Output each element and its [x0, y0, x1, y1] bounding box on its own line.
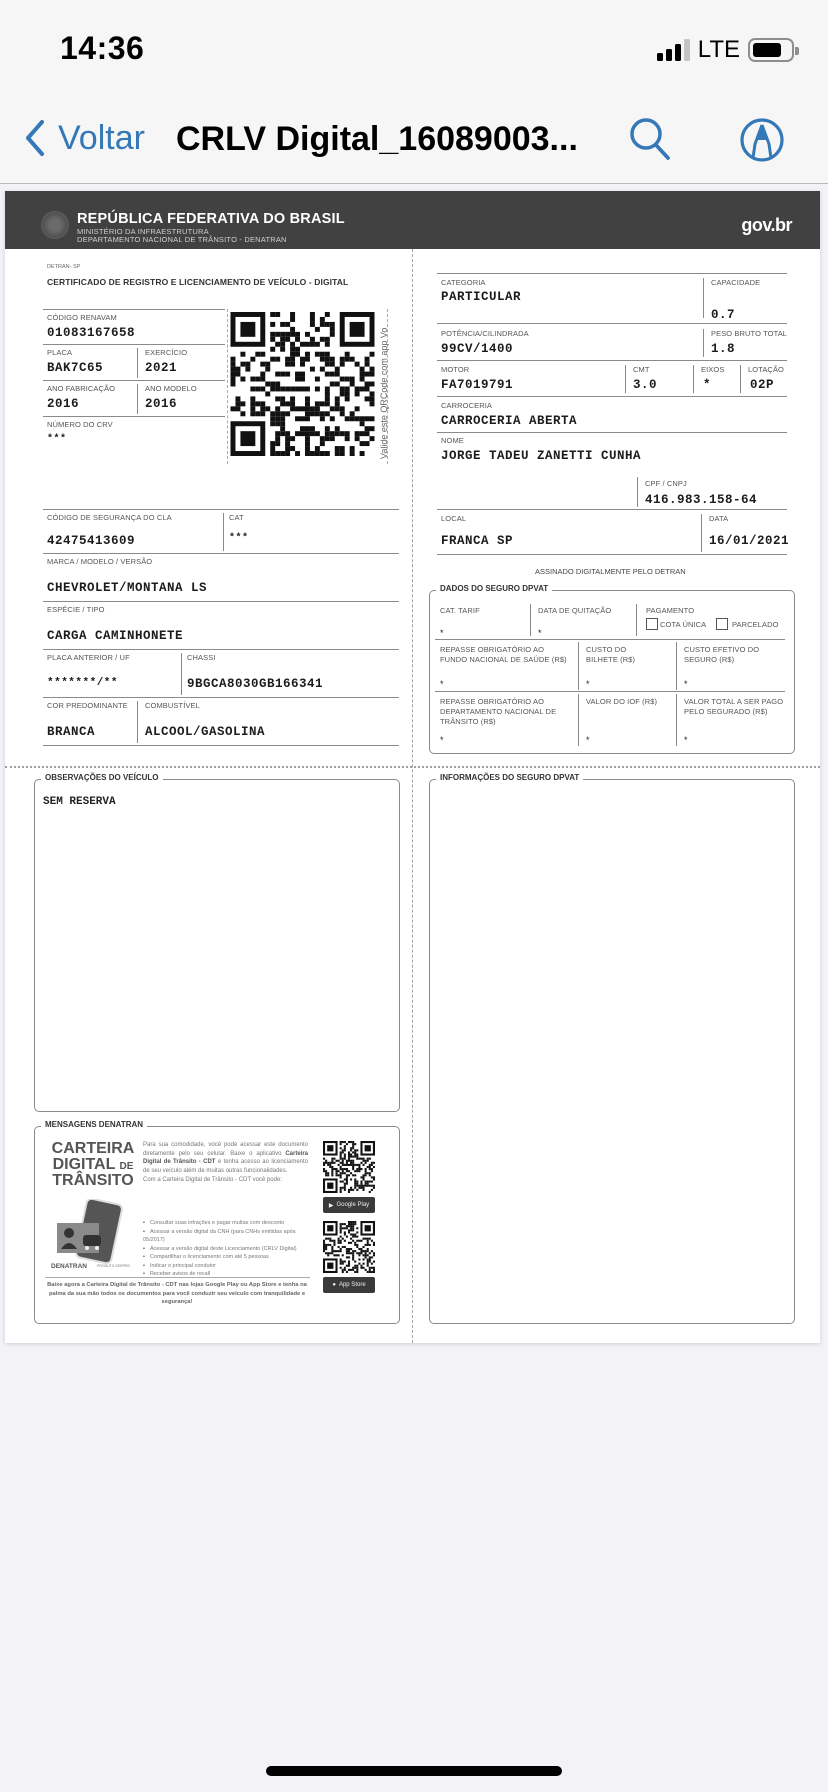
divider — [578, 694, 579, 746]
field-label: POTÊNCIA/CILINDRADA — [441, 329, 529, 338]
field-label: MOTOR — [441, 365, 470, 374]
field-label: CÓDIGO RENAVAM — [47, 313, 117, 322]
box-title: DADOS DO SEGURO DPVAT — [436, 584, 552, 593]
checkbox-label: COTA ÚNICA — [660, 620, 707, 629]
field-label: EIXOS — [701, 365, 725, 374]
header-title: REPÚBLICA FEDERATIVA DO BRASIL — [77, 211, 345, 227]
field-label: NOME — [441, 436, 464, 445]
peso-bruto-value: 1.8 — [711, 342, 736, 356]
divider — [578, 642, 579, 690]
list-item: • Consultar suas infrações e pagar multas com desconto — [143, 1219, 313, 1228]
divider — [43, 553, 399, 554]
divider — [45, 1277, 310, 1278]
document-title: CRLV Digital_16089003... — [176, 120, 578, 158]
field-label: PLACA — [47, 348, 73, 357]
field-label: PAGAMENTO — [646, 606, 695, 615]
divider — [530, 604, 531, 636]
divider — [137, 384, 138, 414]
document-header — [5, 191, 820, 249]
cdt-phone-illustration-icon — [55, 1199, 125, 1269]
divider — [625, 365, 626, 393]
field-label: EXERCÍCIO — [145, 348, 188, 357]
data-quitacao-value: * — [538, 628, 542, 638]
mensagens-denatran-box — [34, 1120, 400, 1324]
status-indicators — [657, 36, 794, 64]
carroceria-value: CARROCERIA ABERTA — [441, 414, 578, 428]
text: Para sua comodidade, você pode acessar este documento diretamente pelo seu celular. Baixe o aplicativo — [143, 1142, 308, 1157]
data-value: 16/01/2021 — [709, 534, 790, 548]
observacoes-value: SEM RESERVA — [43, 796, 116, 808]
google-play-badge[interactable] — [323, 1197, 375, 1213]
field-label: PLACA ANTERIOR / UF — [47, 653, 130, 662]
status-time: 14:36 — [60, 30, 145, 66]
field-label: NÚMERO DO CRV — [47, 420, 113, 429]
placa-anterior-value: *******/** — [47, 677, 119, 689]
qr-caption: Valide este QRCode com app Vo — [379, 327, 389, 459]
field-label: DATA DE QUITAÇÃO — [538, 606, 612, 615]
divider — [437, 396, 787, 397]
cat-tarif-value: * — [440, 628, 444, 638]
list-item: • Acessar a versão digital da CNH (para CNHs emitidas após 05/2017) — [143, 1228, 313, 1245]
field-label: ANO FABRICAÇÃO — [47, 384, 116, 393]
nome-value: JORGE TADEU ZANETTI CUNHA — [441, 449, 642, 463]
divider — [181, 653, 182, 695]
fold-line-horizontal — [5, 766, 820, 768]
informacoes-dpvat-box — [429, 773, 795, 1324]
field-label: MARCA / MODELO / VERSÃO — [47, 557, 153, 566]
cat-value: *** — [229, 533, 249, 544]
marca-modelo-value: CHEVROLET/MONTANA LS — [47, 581, 208, 595]
field-label: PESO BRUTO TOTAL — [711, 329, 788, 338]
field-label: DATA — [709, 514, 729, 523]
divider — [43, 416, 225, 417]
divider — [43, 697, 399, 698]
denatran-brand: DENATRAN — [51, 1263, 87, 1270]
app-store-qr-code — [323, 1221, 375, 1273]
field-label: CAT — [229, 513, 244, 522]
divider — [676, 694, 677, 746]
list-item: • Compartilhar o licenciamento com até 5 pessoas — [143, 1253, 313, 1262]
divider — [637, 477, 638, 507]
field-label: LOCAL — [441, 514, 467, 523]
field-label: CUSTO EFETIVO DO SEGURO (R$) — [684, 645, 760, 665]
motor-value: FA7019791 — [441, 378, 514, 392]
status-bar — [0, 0, 828, 96]
list-item: • Receber avisos de recall — [143, 1270, 313, 1279]
cdt-description — [143, 1141, 308, 1184]
divider — [227, 309, 228, 464]
cdt-feature-list — [143, 1219, 313, 1279]
field-label: REPASSE OBRIGATÓRIO AO DEPARTAMENTO NACIONAL DE TRÂNSITO (R$) — [440, 697, 557, 727]
field-label: VALOR DO IOF (R$) — [586, 697, 658, 706]
chassi-value: 9BGCA8030GB166341 — [187, 677, 324, 691]
badge-label: App Store — [338, 1282, 366, 1288]
divider — [701, 514, 702, 552]
list-item: • Indicar o principal condutor — [143, 1262, 313, 1271]
divider — [137, 701, 138, 743]
box-title: INFORMAÇÕES DO SEGURO DPVAT — [436, 773, 583, 782]
cor-value: BRANCA — [47, 725, 96, 739]
list-item: • Acessar a versão digital deste Licenciamento (CRLV Digital) — [143, 1245, 313, 1254]
field-label: COMBUSTÍVEL — [145, 701, 200, 710]
field-label: LOTAÇÃO — [748, 365, 784, 374]
cmt-value: 3.0 — [633, 378, 658, 392]
cota-unica-checkbox[interactable] — [646, 618, 658, 630]
cdt-line: DE — [119, 1161, 134, 1172]
field-label: CAT. TARIF — [440, 606, 480, 615]
field-label: CÓDIGO DE SEGURANÇA DO CLA — [47, 513, 172, 522]
field-label: REPASSE OBRIGATÓRIO AO FUNDO NACIONAL DE SAÚDE (R$) — [440, 645, 567, 665]
field-label: CMT — [633, 365, 650, 374]
divider — [43, 649, 399, 650]
brasil-emblem-icon — [41, 211, 69, 239]
divider — [43, 309, 225, 310]
parcelado-checkbox[interactable] — [716, 618, 728, 630]
cpf-value: 416.983.158-64 — [645, 493, 758, 507]
divider — [137, 348, 138, 378]
combustivel-value: ALCOOL/GASOLINA — [145, 725, 266, 739]
text: Com a Carteira Digital de Trânsito - CDT você pode: — [143, 1176, 282, 1183]
capacidade-value: 0.7 — [711, 308, 736, 322]
field-label: CARROCERIA — [441, 401, 493, 410]
custo-efetivo-value: * — [684, 679, 688, 689]
divider — [437, 273, 787, 274]
divider — [636, 604, 637, 636]
field-label: ANO MODELO — [145, 384, 197, 393]
eixos-value: * — [703, 378, 712, 392]
signed-by-detran: ASSINADO DIGITALMENTE PELO DETRAN — [535, 567, 686, 576]
exercicio-value: 2021 — [145, 361, 178, 375]
repasse-dnt-value: * — [440, 735, 444, 745]
pdf-page[interactable] — [5, 191, 820, 1343]
field-label: CAPACIDADE — [711, 278, 761, 287]
box-title: OBSERVAÇÕES DO VEÍCULO — [41, 773, 163, 782]
fold-line-vertical — [412, 249, 413, 1343]
badge-label: Google Play — [336, 1202, 370, 1208]
lotacao-value: 02P — [750, 378, 775, 392]
categoria-value: PARTICULAR — [441, 290, 522, 304]
google-play-qr-code — [323, 1141, 375, 1193]
detran-label: DETRAN- SP — [47, 264, 81, 270]
local-value: FRANCA SP — [441, 534, 514, 548]
validation-qr-code — [230, 312, 375, 456]
app-store-badge[interactable] — [323, 1277, 375, 1293]
box-title: MENSAGENS DENATRAN — [41, 1120, 147, 1129]
valor-iof-value: * — [586, 735, 590, 745]
field-label: VALOR TOTAL A SER PAGO PELO SEGURADO (R$) — [684, 697, 784, 717]
observacoes-box — [34, 773, 400, 1112]
especie-tipo-value: CARGA CAMINHONETE — [47, 629, 184, 643]
navigation-bar — [0, 96, 828, 184]
custo-bilhete-value: * — [586, 679, 590, 689]
divider — [693, 365, 694, 393]
back-label: Voltar — [58, 118, 145, 157]
header-subtitle: MINISTÉRIO DA INFRAESTRUTURA — [77, 227, 209, 236]
text: Carteira Digital de Trânsito - CDT — [143, 1150, 308, 1166]
field-label: ESPÉCIE / TIPO — [47, 605, 105, 614]
divider — [43, 380, 225, 381]
divider — [437, 509, 787, 510]
divider — [703, 278, 704, 318]
divider — [437, 554, 787, 555]
ano-modelo-value: 2016 — [145, 397, 178, 411]
divider — [43, 745, 399, 746]
cdt-line: TRÂNSITO — [52, 1172, 134, 1189]
divider — [437, 360, 787, 361]
govbr-logo: gov.br — [741, 215, 792, 235]
battery-icon — [748, 38, 794, 62]
field-label: CATEGORIA — [441, 278, 486, 287]
renavam-value: 01083167658 — [47, 326, 136, 340]
field-label: COR PREDOMINANTE — [47, 701, 128, 710]
play-icon: ▶ — [328, 1202, 334, 1209]
search-icon[interactable] — [626, 114, 674, 164]
divider — [740, 365, 741, 393]
repasse-fns-value: * — [440, 679, 444, 689]
divider — [435, 691, 785, 692]
divider — [703, 329, 704, 357]
serpro-brand: PRODUTO SERPRO — [97, 1264, 131, 1268]
cdt-line: DIGITAL — [52, 1156, 116, 1173]
potencia-value: 99CV/1400 — [441, 342, 514, 356]
divider — [43, 601, 399, 602]
signal-icon — [657, 39, 690, 61]
divider — [43, 509, 399, 510]
divider — [437, 432, 787, 433]
numero-crv-value: *** — [47, 434, 67, 445]
dpvat-data-box — [429, 584, 795, 754]
cdt-line: CARTEIRA — [51, 1140, 135, 1157]
header-subtitle: DEPARTAMENTO NACIONAL DE TRÂNSITO - DENATRAN — [77, 235, 287, 244]
valor-total-value: * — [684, 735, 688, 745]
apple-icon: ● — [332, 1282, 336, 1288]
field-label: CPF / CNPJ — [645, 479, 687, 488]
codigo-seguranca-value: 42475413609 — [47, 534, 136, 548]
divider — [676, 642, 677, 690]
field-label: CUSTO DO BILHETE (R$) — [586, 645, 636, 665]
ano-fabricacao-value: 2016 — [47, 397, 80, 411]
markup-pen-icon[interactable] — [738, 114, 786, 164]
text: e tenha acesso ao licenciamento de seu veículo além de muitas outras funcionalidades. — [143, 1159, 309, 1175]
chevron-left-icon — [22, 116, 48, 160]
cdt-logo-text — [47, 1141, 139, 1189]
field-label: CHASSI — [187, 653, 216, 662]
divider — [435, 639, 785, 640]
certificate-title: CERTIFICADO DE REGISTRO E LICENCIAMENTO DE VEÍCULO - DIGITAL — [47, 277, 349, 287]
back-button[interactable] — [22, 116, 145, 160]
cdt-footer-text: Baixe agora a Carteira Digital de Trânsito - CDT nas lojas Google Play ou App Store e tenha na palma da sua mão todos os documentos para você conduzir seu veículo com tranquilidade e segurança! — [47, 1282, 307, 1306]
checkbox-label: PARCELADO — [732, 620, 779, 629]
divider — [43, 344, 225, 345]
divider — [223, 513, 224, 551]
network-type: LTE — [697, 36, 740, 63]
home-indicator[interactable] — [266, 1766, 562, 1776]
placa-value: BAK7C65 — [47, 361, 104, 375]
divider — [437, 323, 787, 324]
